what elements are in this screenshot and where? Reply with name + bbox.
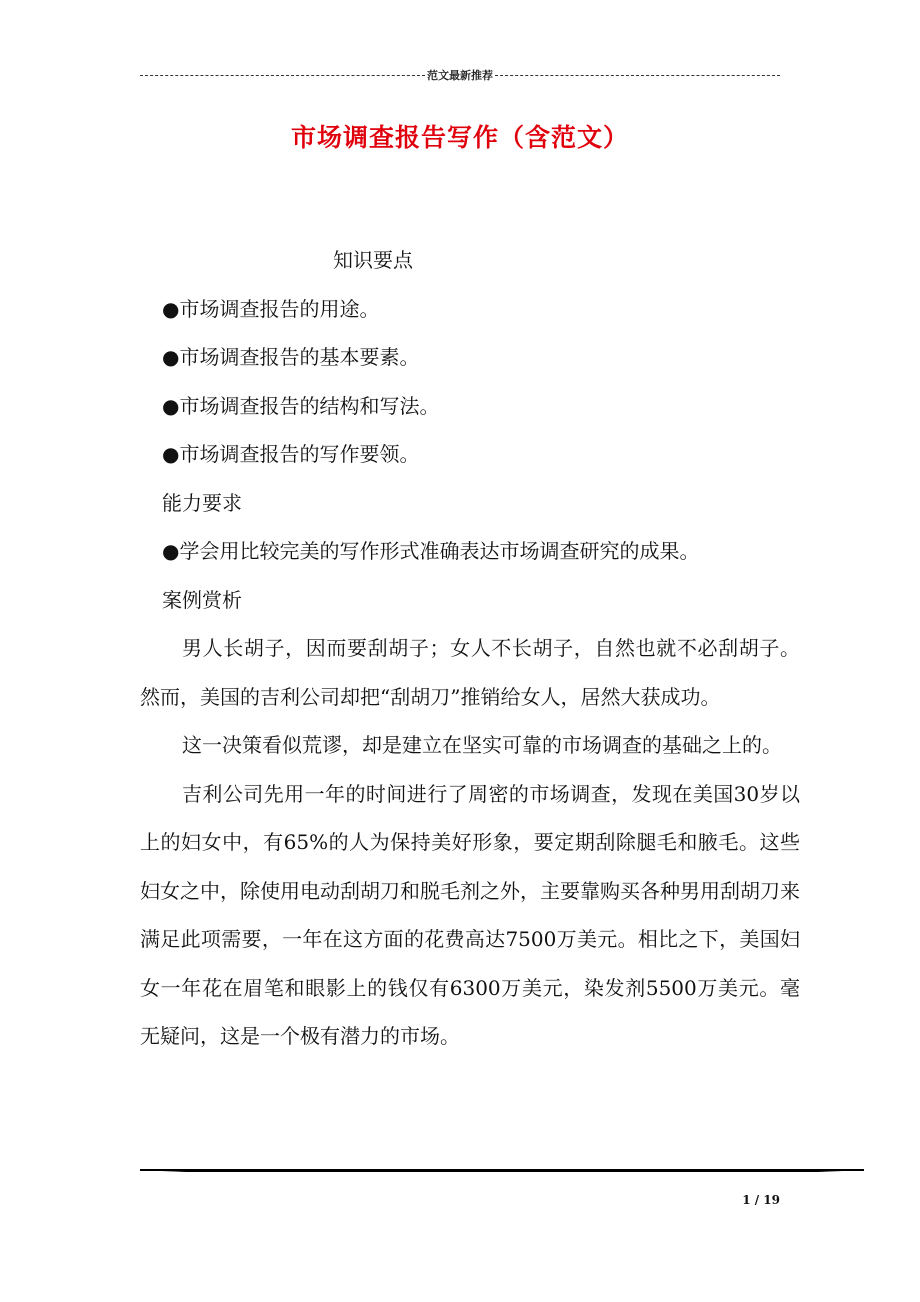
footer-rule bbox=[140, 1169, 864, 1175]
ability-heading: 能力要求 bbox=[162, 490, 242, 515]
document-title: 市场调查报告写作（含范文） bbox=[290, 123, 629, 152]
body-paragraph: 这一决策看似荒谬，却是建立在坚实可靠的市场调查的基础之上的。 bbox=[182, 733, 782, 757]
knowledge-point: ●市场调查报告的基本要素。 bbox=[162, 345, 420, 369]
page-number: 1 / 19 bbox=[742, 1193, 780, 1207]
case-heading: 案例赏析 bbox=[162, 587, 242, 612]
knowledge-point: ●市场调查报告的写作要领。 bbox=[162, 442, 420, 466]
knowledge-point: ●市场调查报告的用途。 bbox=[162, 296, 380, 321]
page-header bbox=[140, 66, 780, 84]
body-paragraph: 男人长胡子，因而要刮胡子；女人不长胡子，自然也就不必刮胡子。然而，美国的吉利公司却把“刮胡刀”推销给女人，居然大获成功。 bbox=[140, 636, 800, 709]
document-body bbox=[140, 236, 800, 1061]
ability-point: ●学会用比较完美的写作形式准确表达市场调查研究的成果。 bbox=[162, 539, 700, 563]
body-paragraph: 吉利公司先用一年的时间进行了周密的市场调查，发现在美国30岁以上的妇女中，有65%的人为保持美好形象，要定期刮除腿毛和腋毛。这些妇女之中，除使用电动刮胡刀和脱毛剂之外，主要靠购买各种男用刮胡刀来满足此项需要，一年在这方面的花费高达7500万美元。相比之下，美国妇女一年花在眉笔和眼影上的钱仅有6300万美元，染发剂5500万美元。毫无疑问，这是一个极有潜力的市场。 bbox=[140, 781, 800, 1048]
header-dash-left bbox=[140, 75, 425, 76]
header-label: 范文最新推荐 bbox=[427, 69, 493, 82]
header-dash-right bbox=[495, 75, 780, 76]
knowledge-heading: 知识要点 bbox=[333, 248, 413, 272]
knowledge-point: ●市场调查报告的结构和写法。 bbox=[162, 393, 440, 418]
